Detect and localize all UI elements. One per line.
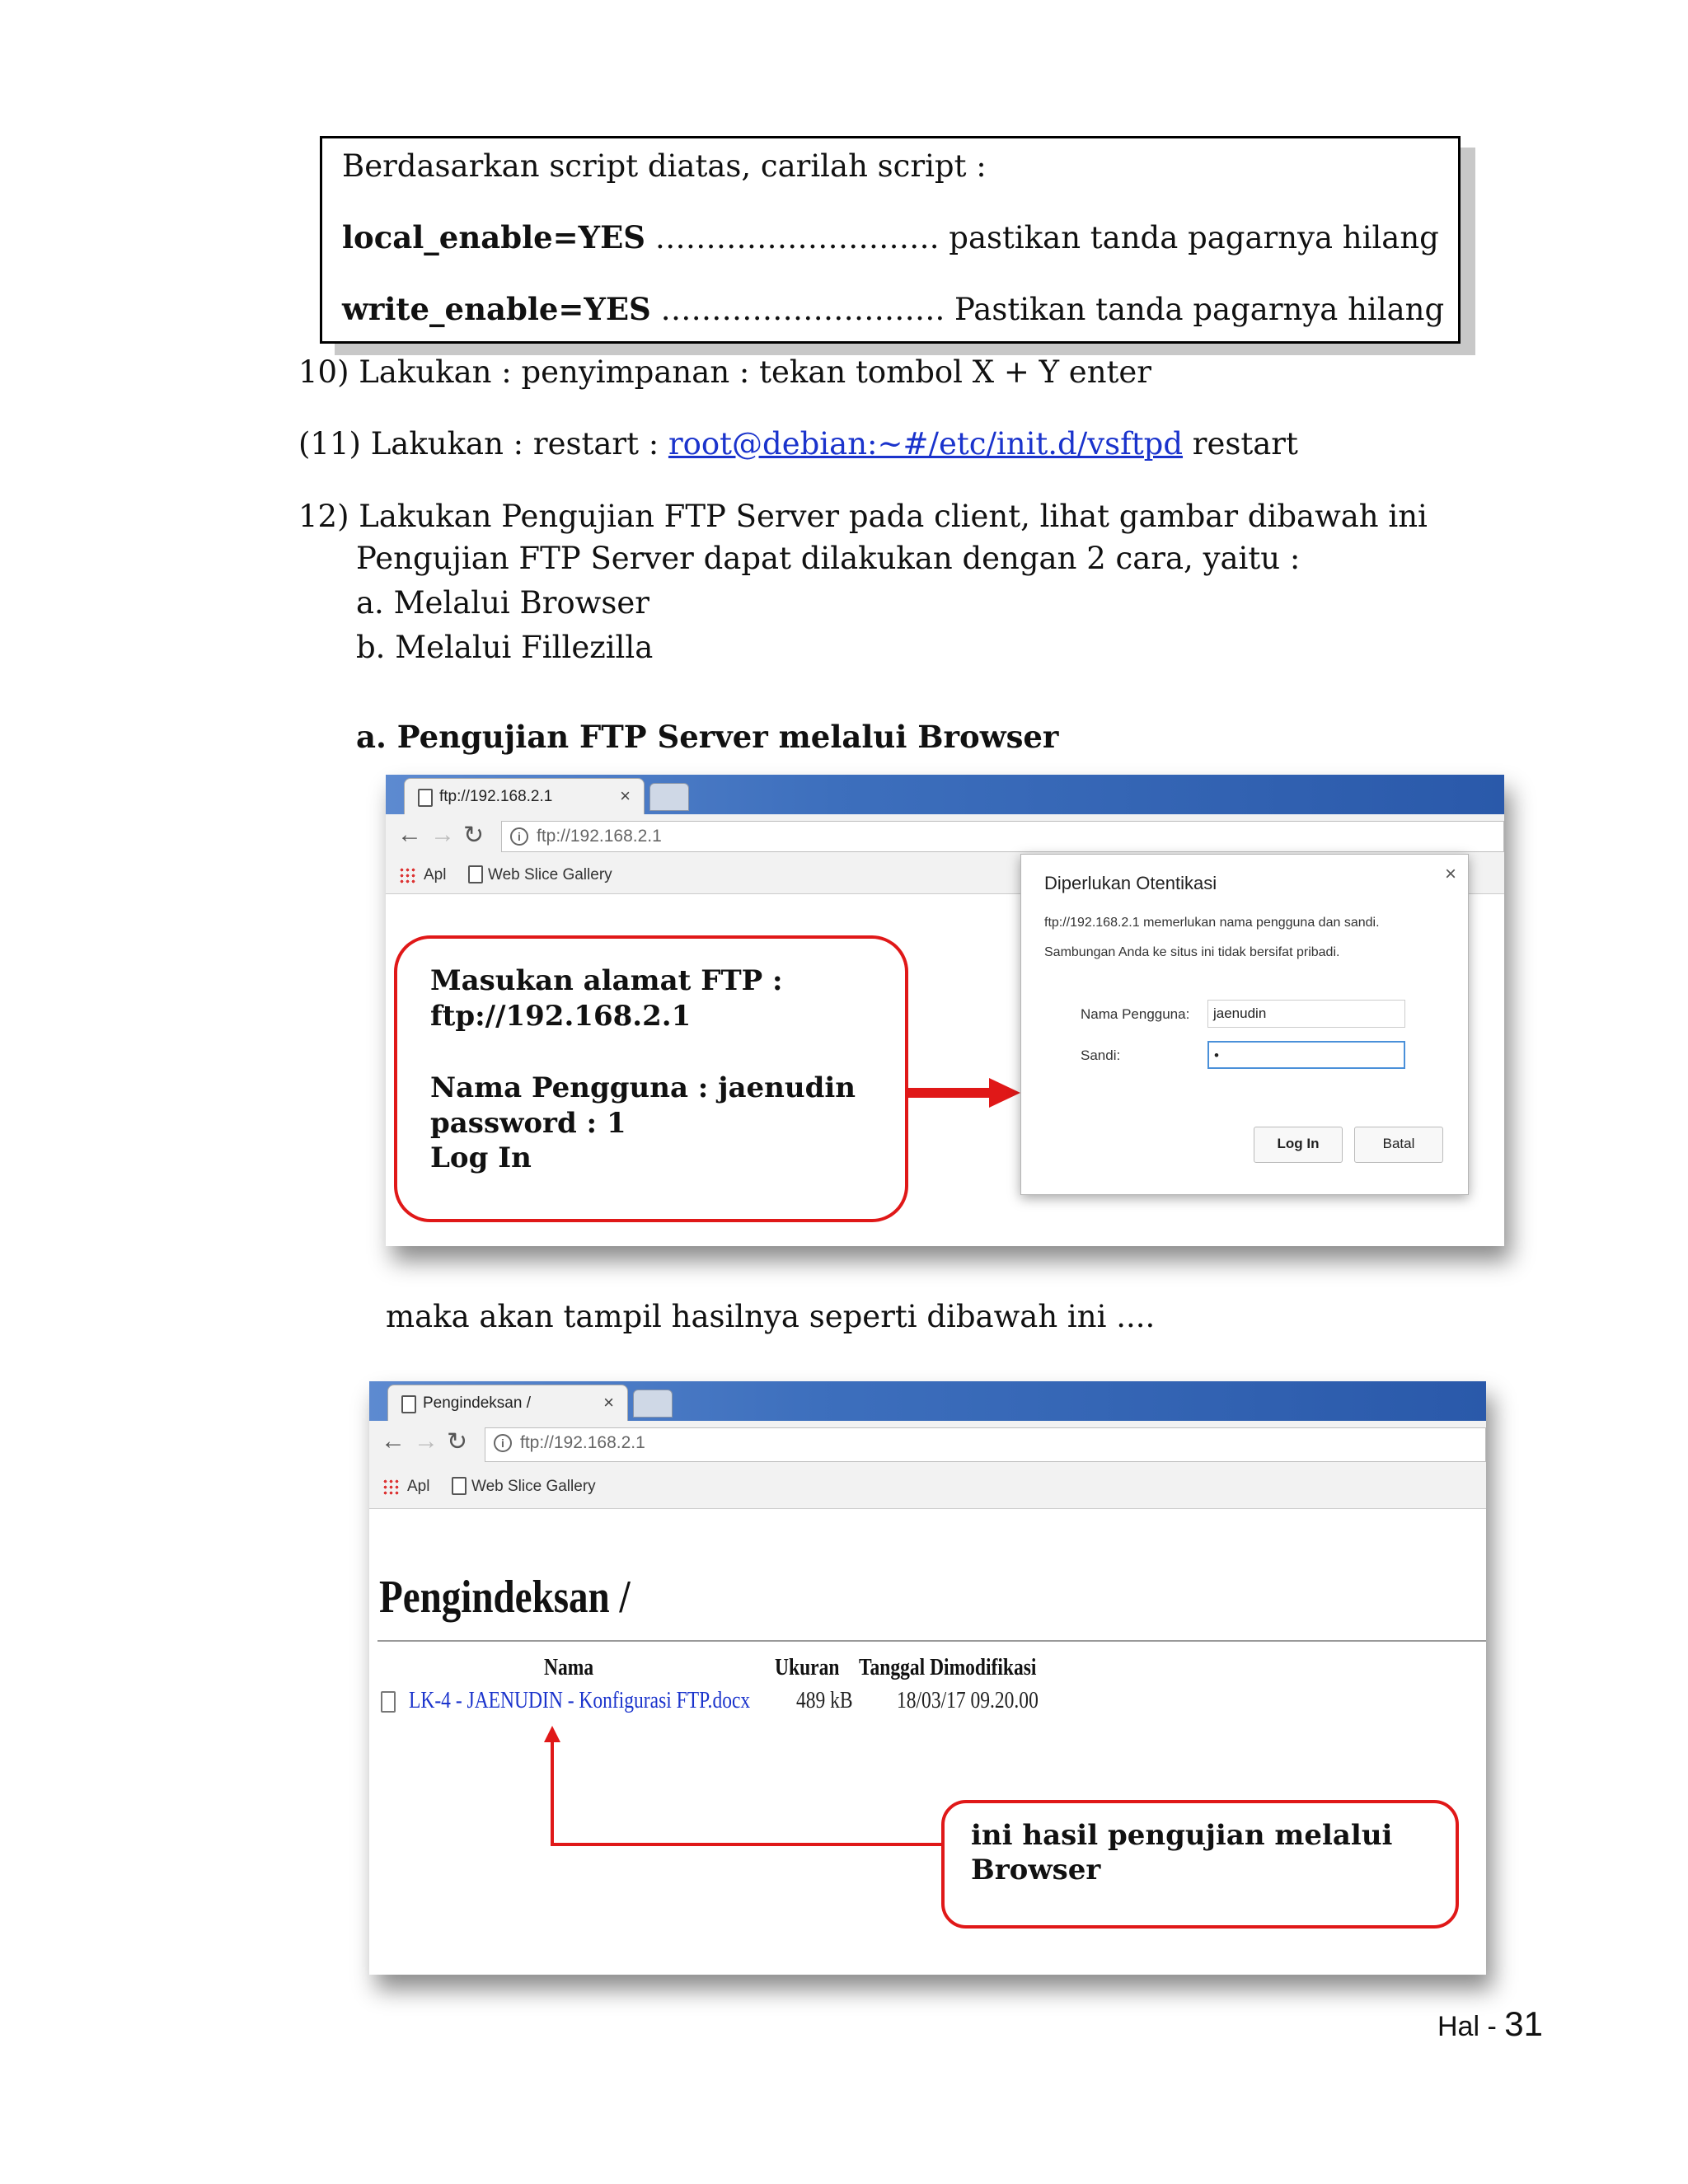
section-heading: a. Pengujian FTP Server melalui Browser [356, 719, 1059, 755]
cancel-button[interactable]: Batal [1354, 1127, 1443, 1163]
script-line-local-enable [342, 218, 1439, 258]
page-icon [468, 865, 483, 883]
browser-tab[interactable] [404, 778, 645, 815]
tab-title: Pengindeksan / [423, 1394, 531, 1412]
bookmark-web-slice-gallery[interactable]: Web Slice Gallery [488, 866, 612, 883]
bookmark-apps[interactable]: Apl [407, 1478, 430, 1495]
file-icon [381, 1691, 396, 1713]
callout-line: Masukan alamat FTP : [430, 964, 783, 997]
username-field[interactable]: jaenudin [1207, 1000, 1405, 1028]
callout-line: Browser [971, 1854, 1101, 1886]
divider [377, 1640, 1486, 1642]
arrow-icon [907, 1076, 1022, 1109]
new-tab-button[interactable] [633, 1390, 673, 1418]
step-11-prefix: (11) Lakukan : restart : [298, 426, 668, 462]
back-icon[interactable]: ← [397, 821, 422, 848]
callout-line: ftp://192.168.2.1 [430, 1000, 692, 1033]
dialog-message: ftp://192.168.2.1 memerlukan nama pengguna dan sandi. [1044, 916, 1380, 930]
tab-title: ftp://192.168.2.1 [439, 788, 553, 805]
option-a: a. Melalui Browser [356, 585, 649, 621]
browser-toolbar [386, 814, 1504, 858]
close-icon[interactable]: × [1444, 863, 1456, 885]
page-title: Pengindeksan / [379, 1572, 631, 1623]
browser-tab[interactable] [387, 1385, 628, 1422]
login-button[interactable]: Log In [1254, 1127, 1343, 1163]
script-line-write-enable [342, 289, 1444, 330]
address-bar[interactable] [501, 821, 1504, 852]
address-url: ftp://192.168.2.1 [537, 827, 662, 846]
file-link[interactable]: LK-4 - JAENUDIN - Konfigurasi FTP.docx [409, 1688, 751, 1713]
dialog-warning: Sambungan Anda ke situs ini tidak bersifat pribadi. [1044, 945, 1340, 959]
page-icon [418, 789, 433, 807]
callout-line: ini hasil pengujian melalui [971, 1819, 1393, 1852]
forward-icon[interactable]: → [430, 821, 455, 848]
local-enable-note: ………………………. pastikan tanda pagarnya hilang [645, 220, 1439, 255]
apps-grid-icon[interactable] [382, 1479, 399, 1495]
screenshot-index [369, 1381, 1486, 1975]
callout-line: Nama Pengguna : jaenudin [430, 1071, 856, 1104]
script-box-intro: Berdasarkan script diatas, carilah script : [342, 148, 987, 184]
reload-icon[interactable]: ↻ [463, 822, 485, 849]
step-10: 10) Lakukan : penyimpanan : tekan tombol X + Y enter [298, 354, 1151, 390]
column-header-size[interactable]: Ukuran [775, 1655, 840, 1680]
close-icon[interactable]: × [603, 1392, 614, 1413]
password-field[interactable]: • [1207, 1041, 1405, 1069]
tab-bar [386, 775, 1504, 814]
column-header-name[interactable]: Nama [544, 1655, 594, 1680]
address-bar[interactable] [485, 1427, 1486, 1462]
option-b: b. Melalui Fillezilla [356, 630, 654, 665]
result-intro: maka akan tampil hasilnya seperti dibawah ini .... [386, 1299, 1156, 1334]
address-url: ftp://192.168.2.1 [520, 1433, 645, 1452]
password-label: Sandi: [1081, 1047, 1121, 1063]
page-number: 31 [1504, 2004, 1543, 2043]
info-icon: i [510, 827, 528, 846]
browser-toolbar [369, 1421, 1486, 1469]
step-12-sub: Pengujian FTP Server dapat dilakukan dengan 2 cara, yaitu : [356, 541, 1301, 576]
dialog-title: Diperlukan Otentikasi [1044, 873, 1217, 893]
tab-bar [369, 1381, 1486, 1421]
bookmarks-bar [369, 1469, 1486, 1509]
page-footer [1437, 2004, 1543, 2044]
forward-icon[interactable]: → [414, 1427, 438, 1455]
bookmark-web-slice-gallery[interactable]: Web Slice Gallery [471, 1478, 596, 1495]
close-icon[interactable]: × [620, 785, 631, 806]
script-box [320, 136, 1461, 344]
footer-label: Hal - [1437, 2011, 1505, 2042]
step-12: 12) Lakukan Pengujian FTP Server pada client, lihat gambar dibawah ini [298, 499, 1428, 534]
file-modified: 18/03/17 09.20.00 [897, 1688, 1039, 1713]
apps-grid-icon[interactable] [399, 867, 415, 883]
write-enable-note: ………………………. Pastikan tanda pagarnya hilang [650, 292, 1445, 327]
screenshot-login [386, 775, 1504, 1246]
reload-icon[interactable]: ↻ [447, 1428, 468, 1455]
auth-dialog [1020, 854, 1469, 1195]
back-icon[interactable]: ← [381, 1427, 406, 1455]
local-enable-key: local_enable=YES [342, 219, 646, 255]
username-label: Nama Pengguna: [1081, 1006, 1190, 1022]
write-enable-key: write_enable=YES [342, 291, 651, 327]
step-11 [298, 424, 1298, 464]
step-11-suffix: restart [1183, 426, 1298, 462]
callout-line: Log In [430, 1141, 532, 1174]
new-tab-button[interactable] [649, 783, 689, 811]
arrow-icon [542, 1726, 1004, 1849]
page-icon [401, 1395, 416, 1413]
login-callout [394, 935, 908, 1222]
file-size: 489 kB [796, 1688, 853, 1713]
column-header-modified[interactable]: Tanggal Dimodifikasi [859, 1655, 1037, 1680]
bookmark-apps[interactable]: Apl [424, 866, 447, 883]
info-icon: i [494, 1434, 512, 1452]
result-callout [941, 1800, 1459, 1929]
page-icon [452, 1477, 467, 1495]
restart-command-link[interactable]: root@debian:~#/etc/init.d/vsftpd [668, 426, 1184, 462]
callout-line: password : 1 [430, 1107, 626, 1140]
